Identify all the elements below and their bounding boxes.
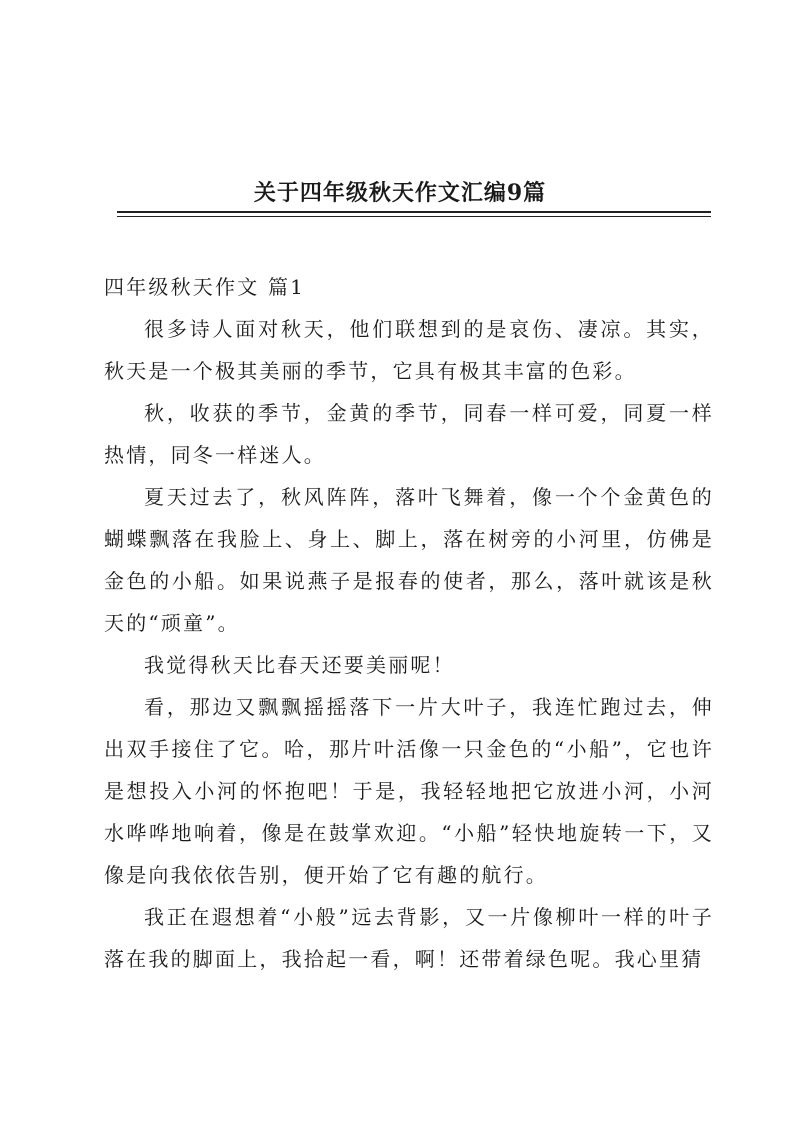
page-title: 关于四年级秋天作文汇编9篇 (253, 179, 547, 206)
paragraph: 秋，收获的季节，金黄的季节，同春一样可爱，同夏一样热情，同冬一样迷人。 (104, 401, 714, 467)
paragraph: 很多诗人面对秋天，他们联想到的是哀伤、凄凉。其实，秋天是一个极其美丽的季节，它具有极其丰富的色彩。 (104, 317, 714, 383)
paragraph: 我觉得秋天比春天还要美丽呢！ (144, 653, 455, 677)
title-divider-thick (117, 211, 711, 213)
paragraph: 夏天过去了，秋风阵阵，落叶飞舞着，像一个个金黄色的蝴蝶飘落在我脸上、身上、脚上，落在树旁的小河里，仿佛是金色的小船。如果说燕子是报春的使者，那么，落叶就该是秋天的“顽童”。 (104, 485, 714, 635)
document-body (104, 266, 714, 980)
title-divider-thin (117, 216, 711, 217)
section-heading: 四年级秋天作文 篇1 (104, 275, 306, 299)
paragraph: 看，那边又飘飘摇摇落下一片大叶子，我连忙跑过去，伸出双手接住了它。哈，那片叶活像一只金色的“小船”，它也许是想投入小河的怀抱吧！于是，我轻轻地把它放进小河，小河水哗哗地响着，像是在鼓掌欢迎。“小船”轻快地旋转一下，又像是向我依依告别，便开始了它有趣的航行。 (104, 695, 714, 887)
paragraph: 我正在遐想着“小般”远去背影，又一片像柳叶一样的叶子落在我的脚面上，我拾起一看，啊！还带着绿色呢。我心里猜 (104, 905, 714, 971)
